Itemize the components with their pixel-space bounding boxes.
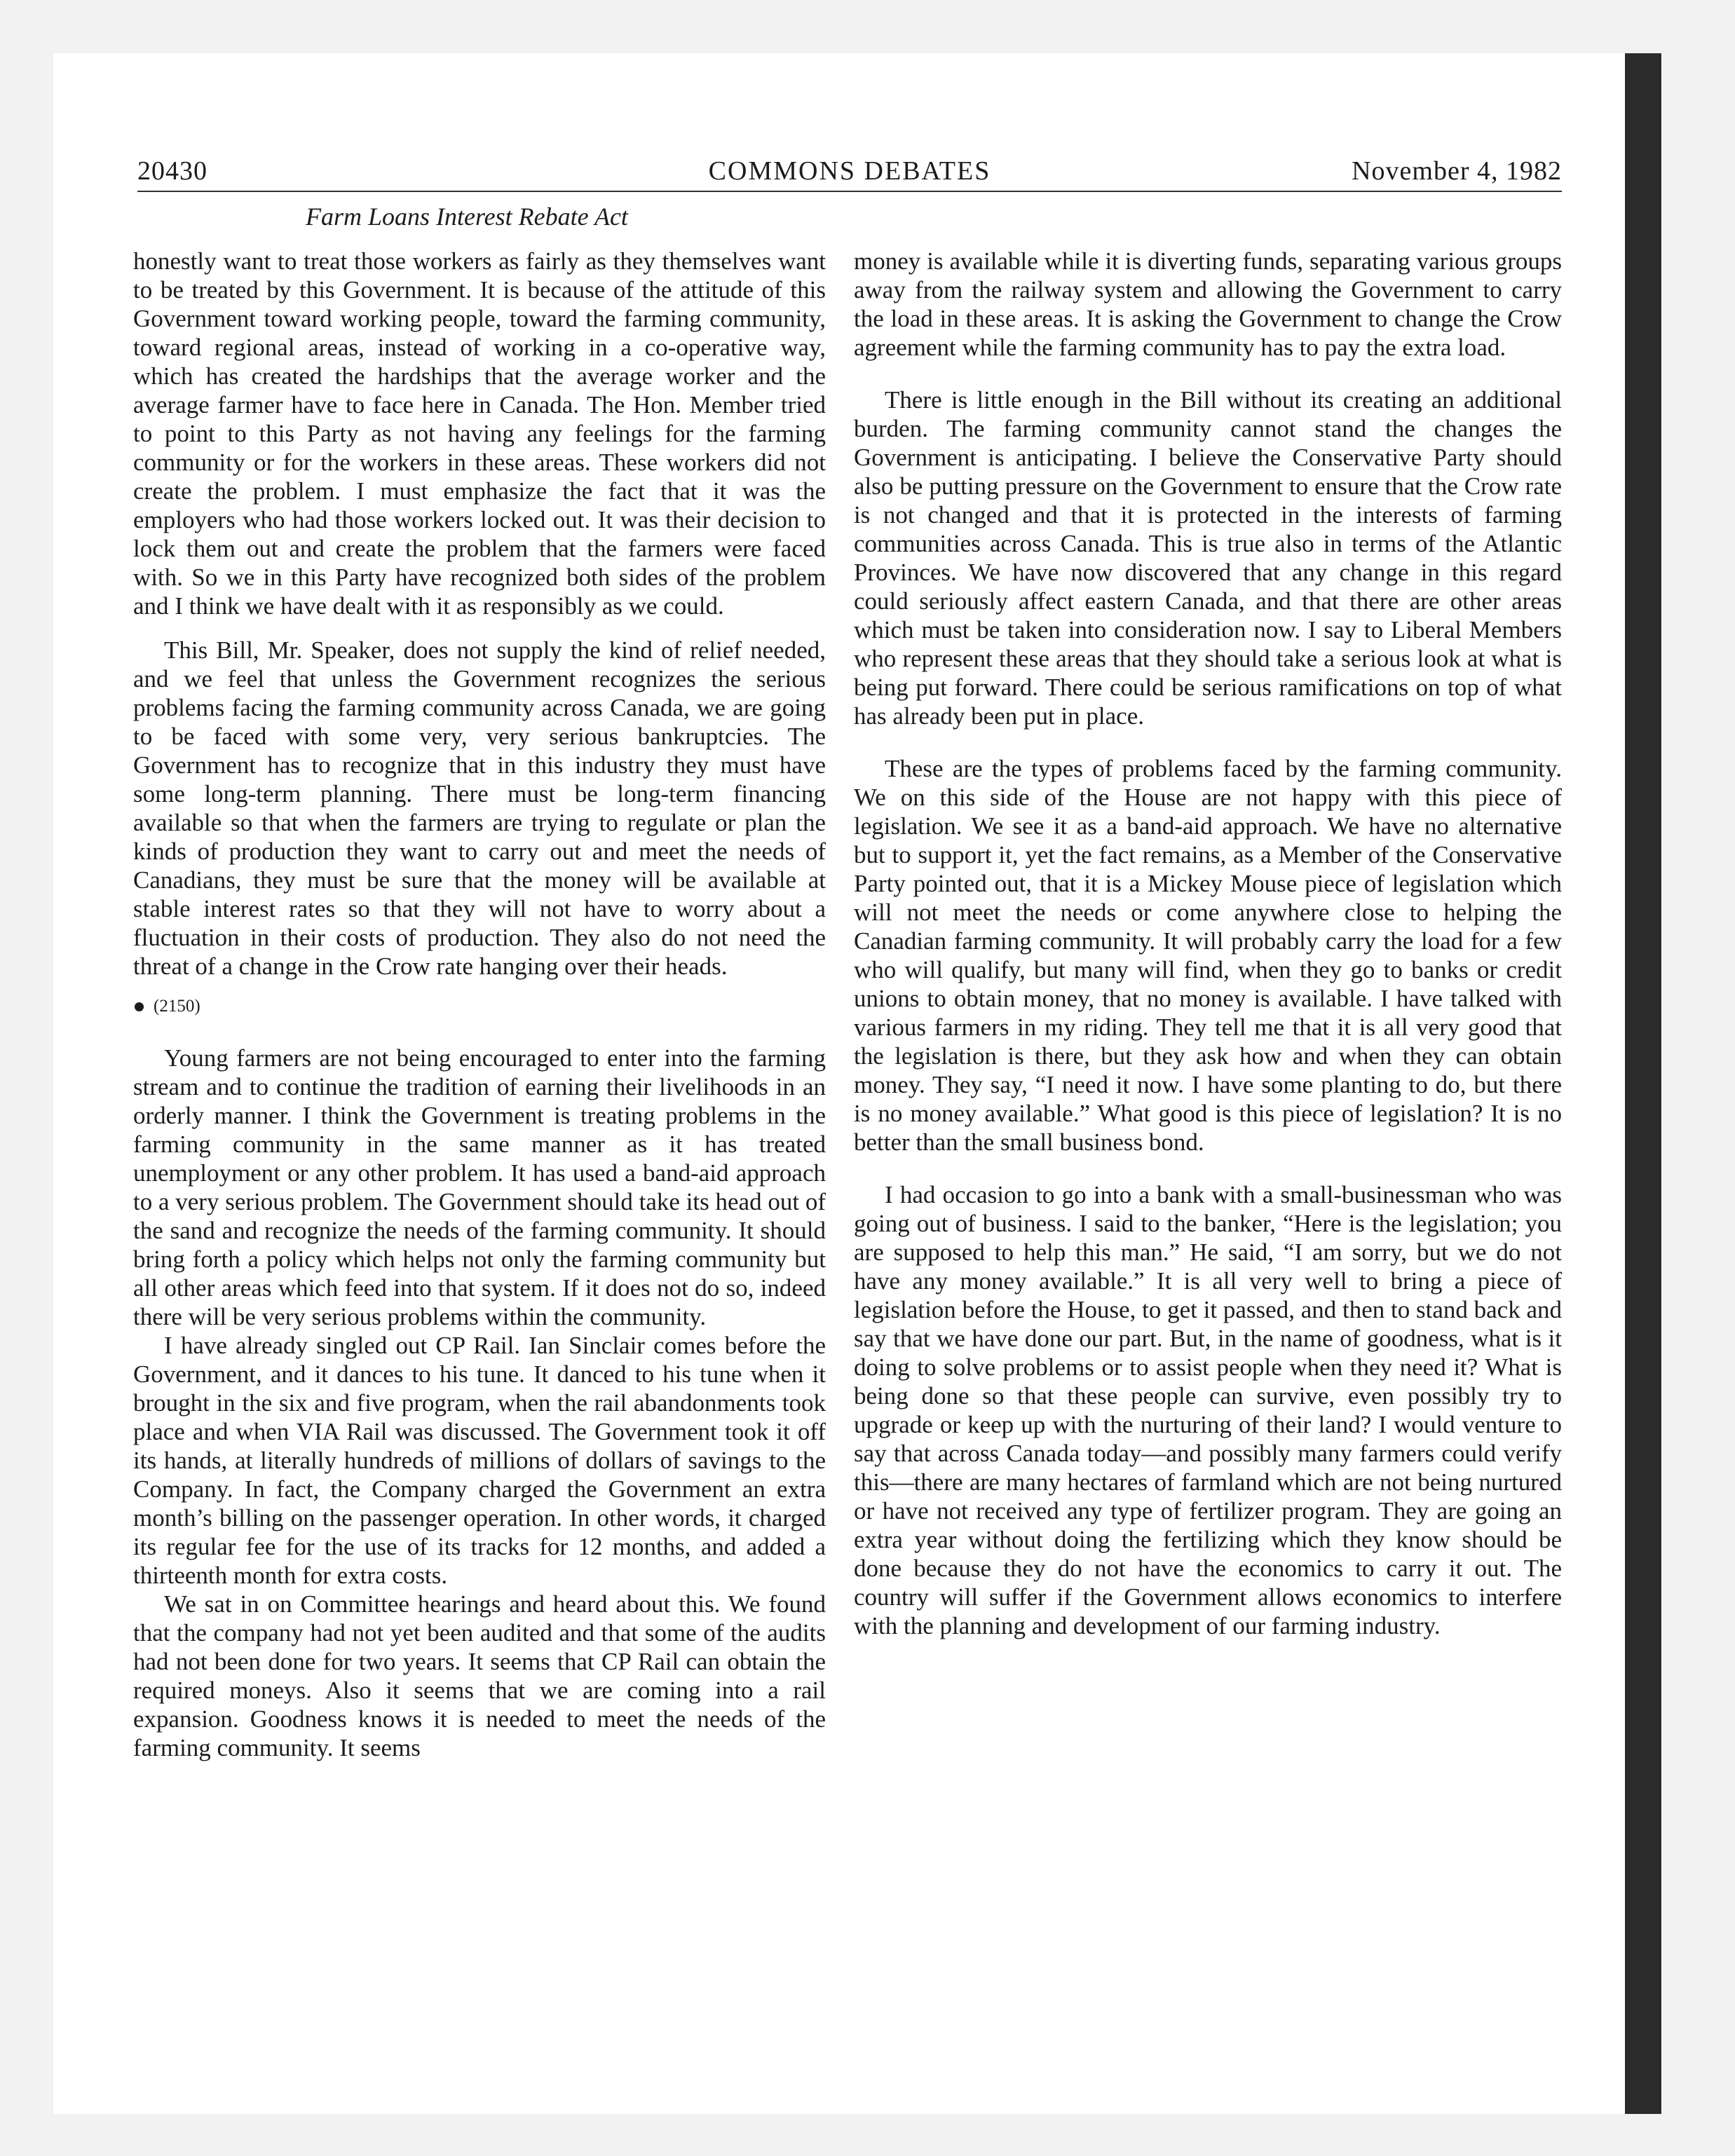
publication-date: November 4, 1982 [1352, 156, 1562, 186]
paragraph: I have already singled out CP Rail. Ian Sinclair comes before the Government, and it dances to his tune. It danced to his tune when it brought in the six and five program, when the rail abandonments took place and when VIA Rail was discussed. The Government took it off its hands, at literally hundreds of millions of dollars of savings to the Company. In fact, the Company charged the Government an extra month’s billing on the passenger operation. In other words, it charged its regular fee for the use of its tracks for 12 months, and added a thirteenth month for extra costs. [133, 1332, 826, 1589]
paragraph: There is little enough in the Bill without its creating an additional burden. The farming community cannot stand the changes the Government is anticipating. I believe the Conservative Party should also be putting pressure on the Government to ensure that the Crow rate is not changed and that it is protected in the interests of farming communities across Canada. This is true also in terms of the Atlantic Provinces. We have now discovered that any change in this regard could seriously affect eastern Canada, and that there are other areas which must be taken into consideration now. I say to Liberal Members who represent these areas that they should take a serious look at what is being put forward. There could be serious ramifications on top of what has already been put in place. [854, 386, 1562, 730]
paragraph: We sat in on Committee hearings and heard about this. We found that the company had not yet been audited and that some of the audits had not been done for two years. It seems that CP Rail can obtain the required moneys. Also it seems that we are coming into a rail expansion. Goodness knows it is needed to meet the needs of the farming community. It seems [133, 1590, 826, 1761]
paragraph: Young farmers are not being encouraged to enter into the farming stream and to continue the tradition of earning their livelihoods in an orderly manner. I think the Government is treating problems in the farming community in the same manner as it has treated unemployment or any other problem. It has used a band-aid approach to a very serious problem. The Government should take its head out of the sand and recognize the needs of the farming community. It should bring forth a policy which helps not only the farming community but all other areas which feed into that system. If it does not do so, indeed there will be very serious problems within the community. [133, 1044, 826, 1330]
paragraph: I had occasion to go into a bank with a small-businessman who was going out of business. I said to the banker, “Here is the legislation; you are supposed to help this man.” He said, “I am sorry, but we do not have any money available.” It is all very well to bring a piece of legislation before the House, to get it passed, and then to stand back and say that we have done our part. But, in the name of goodness, what is it doing to solve problems or to assist people when they need it? What is being done so that these people can survive, even possibly try to upgrade or keep up with the nurturing of their land? I would venture to say that across Canada today—and possibly many farmers could verify this—there are many hectares of farmland which are not being nurtured or have not received any type of fertilizer program. They are going an extra year without doing the fertilizing which they know should be done because they do not have the economics to carry it out. The country will suffer if the Government allows economics to interfere with the planning and development of our farming industry. [854, 1181, 1562, 1639]
publication-title: COMMONS DEBATES [708, 156, 991, 186]
page-number: 20430 [137, 156, 207, 186]
left-column [133, 247, 826, 1762]
timestamp-label: (2150) [154, 997, 200, 1016]
bullet-icon [135, 1002, 144, 1011]
scan-edge-bar [1625, 53, 1661, 2114]
paragraph: These are the types of problems faced by the farming community. We on this side of the House are not happy with this piece of legislation. We see it as a band-aid approach. We have no alternative but to support it, yet the fact remains, as a Member of the Conservative Party pointed out, that it is a Mickey Mouse piece of legislation which will not meet the needs or come anywhere close to helping the Canadian farming community. It will probably carry the load for a few who will qualify, but many will find, when they go to banks or credit unions to obtain money, that no money is available. I have talked with various farmers in my riding. They tell me that it is all very good that the legislation is there, but they ask how and when they can obtain money. They say, “I need it now. I have some planting to do, but there is no money available.” What good is this piece of legislation? It is no better than the small business bond. [854, 755, 1562, 1156]
paragraph: honestly want to treat those workers as fairly as they themselves want to be treated by this Government. It is because of the attitude of this Government toward working people, toward the farming community, toward regional areas, instead of working in a co-operative way, which has created the hardships that the average worker and the average farmer have to face here in Canada. The Hon. Member tried to point to this Party as not having any feelings for the farming community or for the workers in these areas. These workers did not create the problem. I must emphasize the fact that it was the employers who had those workers locked out. It was their decision to lock them out and create the problem that the farmers were faced with. So we in this Party have recognized both sides of the problem and I think we have dealt with it as responsibly as we could. [133, 247, 826, 620]
timestamp-marker [135, 996, 826, 1017]
paragraph: This Bill, Mr. Speaker, does not supply the kind of relief needed, and we feel that unless the Government recognizes the serious problems facing the farming community across Canada, we are going to be faced with some very, very serious bankruptcies. The Government has to recognize that in this industry they must have some long-term planning. There must be long-term financing available so that when the farmers are trying to regulate or plan the kinds of production they want to carry out and meet the needs of Canadians, they must be sure that the money will be available at stable interest rates so that they will not have to worry about a fluctuation in their costs of production. They also do not need the threat of a change in the Crow rate hanging over their heads. [133, 636, 826, 980]
page-header [137, 149, 1562, 192]
paragraph: money is available while it is diverting funds, separating various groups away from the railway system and allowing the Government to carry the load in these areas. It is asking the Government to change the Crow agreement while the farming community has to pay the extra load. [854, 247, 1562, 361]
section-subtitle: Farm Loans Interest Rebate Act [306, 203, 628, 231]
right-column [854, 247, 1562, 1640]
